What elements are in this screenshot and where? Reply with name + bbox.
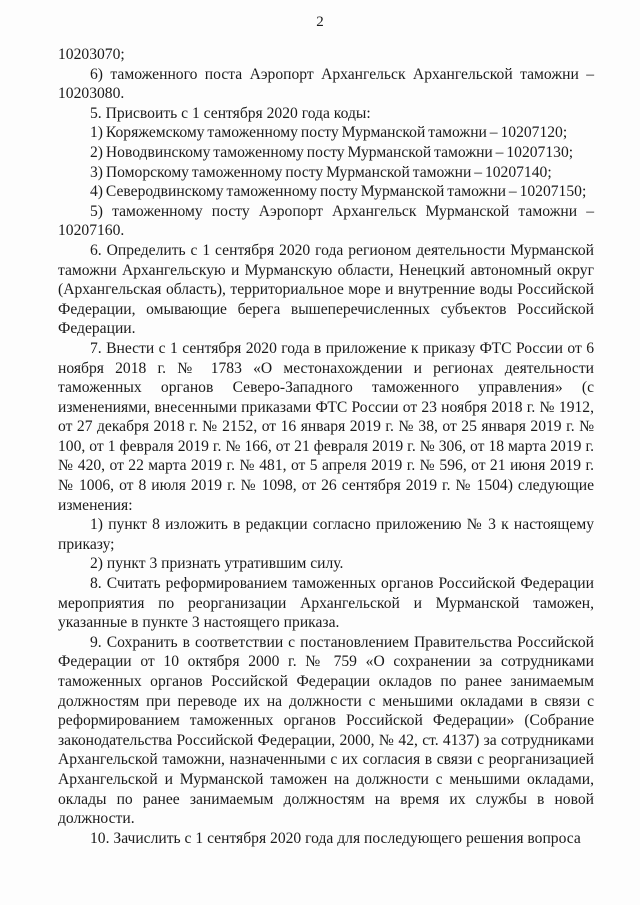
paragraph-amendment-2: 2) пункт 3 признать утратившим силу. [90, 555, 344, 573]
paragraph-item-6-arkhangelsk-airport-post: 6) таможенного поста Аэропорт Архангельск Архангельской таможни – 10203080. [58, 65, 594, 103]
paragraph-item-1-koryazhma-post: 1) Коряжемскому таможенному посту Мурманской таможни – 10207120; [90, 124, 568, 142]
document-body [58, 45, 594, 848]
paragraph-6-region-definition: 6. Определить с 1 сентября 2020 года регионом деятельности Мурманской таможни Архангельскую и Мурманскую области, Ненецкий автономный округ (Архангельская область), территориальное море и внутренние воды Российской Федерации, омывающие берега вышеперечисленных субъектов Российской Федерации. [58, 241, 594, 338]
paragraph-amendment-1: 1) пункт 8 изложить в редакции согласно приложению № 3 к настоящему приказу; [58, 516, 594, 553]
paragraph-code-continuation: 10203070; [58, 46, 125, 63]
paragraph-item-5-airport-post-murmansk: 5) таможенному посту Аэропорт Архангельск Мурманской таможни – 10207160. [58, 202, 594, 240]
paragraph-item-4-severodvinsk-post: 4) Северодвинскому таможенному посту Мурманской таможни – 10207150; [90, 183, 587, 201]
page-number: 2 [316, 14, 324, 30]
paragraph-5-assign-codes: 5. Присвоить с 1 сентября 2020 года коды: [90, 104, 371, 122]
paragraph-9-salary-retention: 9. Сохранить в соответствии с постановлением Правительства Российской Федерации от 10 октября 2000 г. № 759 «О сохранении за сотрудниками таможенных органов Российской Федерации окладов по ранее занимаемым должностям при переводе их на должности с меньшими окладами в связи с реформированием таможенных органов Российской Федерации» (Собрание законодательства Российской Федерации, 2000, № 42, ст. 4137) за сотрудниками Архангельской таможни, назначенными с их согласия в связи с реорганизацией Архангельской и Мурманской таможен на должности с меньшими окладами, оклады по ранее занимаемым должностям на время их службы в новой должности. [58, 633, 594, 828]
paragraph-7-amendments: 7. Внести с 1 сентября 2020 года в приложение к приказу ФТС России от 6 ноября 2018 г. № 1783 «О местонахождении и регионах деятельности таможенных органов Северо-Западного таможенного управления» (с изменениями, внесенными приказами ФТС России от 23 ноября 2018 г. № 1912, от 27 декабря 2018 г. № 2152, от 16 января 2019 г. № 38, от 25 января 2019 г. № 100, от 1 февраля 2019 г. № 166, от 21 февраля 2019 г. № 306, от 18 марта 2019 г. № 420, от 22 марта 2019 г. № 481, от 5 апреля 2019 г. № 596, от 21 июня 2019 г. № 1006, от 8 июля 2019 г. № 1098, от 26 сентября 2019 г. № 1504) следующие изменения: [58, 339, 594, 514]
paragraph-8-reform: 8. Считать реформированием таможенных органов Российской Федерации мероприятия по реорганизации Архангельской и Мурманской таможен, указанные в пункте 3 настоящего приказа. [58, 575, 594, 632]
paragraph-item-3-pomorsky-post: 3) Поморскому таможенному посту Мурманской таможни – 10207140; [90, 163, 552, 181]
paragraph-item-2-novodvinsk-post: 2) Новодвинскому таможенному посту Мурманской таможни – 10207130; [90, 143, 574, 161]
paragraph-10-enrollment: 10. Зачислить с 1 сентября 2020 года для последующего решения вопроса [90, 829, 581, 847]
